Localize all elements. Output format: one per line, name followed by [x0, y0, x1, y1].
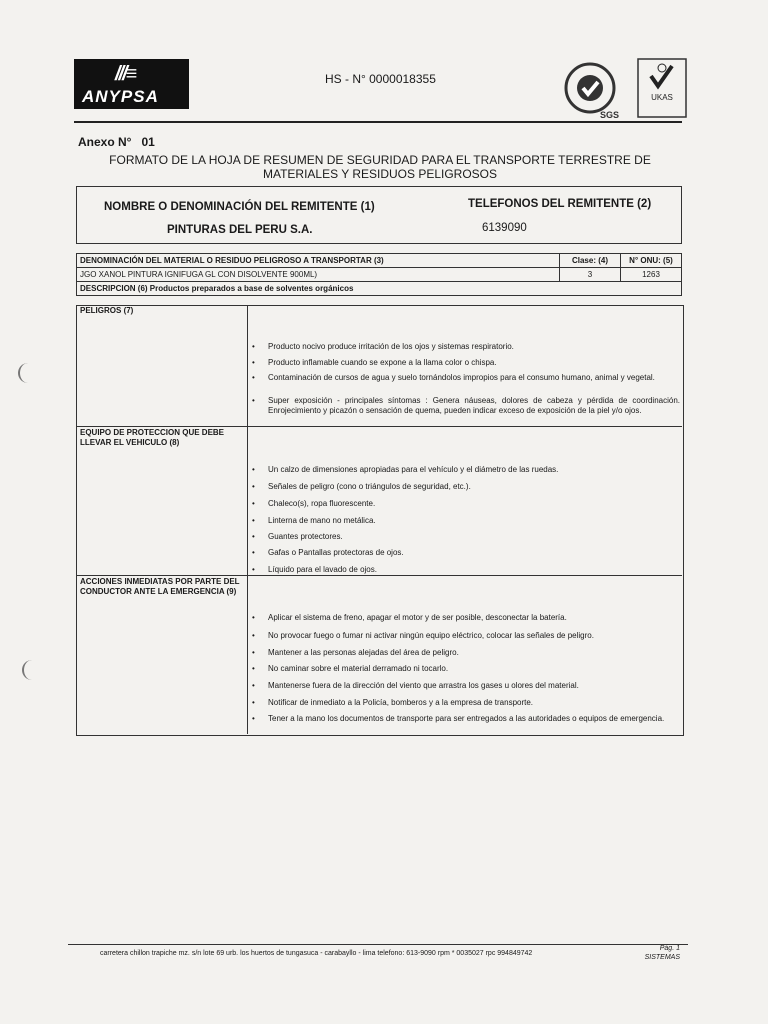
acciones-item-text: Mantenerse fuera de la dirección del viento que arrastra los gases u olores del material.	[268, 681, 579, 690]
sender-phone-label: TELEFONOS DEL REMITENTE (2)	[468, 198, 652, 210]
footer-address: carretera chillon trapiche mz. s/n lote 69 urb. los huertos de tungasuca - carabayllo - lima telefono: 613-9090 rpm * 0035027 rpc 994849742	[100, 950, 533, 957]
acciones-item-text: Notificar de inmediato a la Policía, bomberos y a la empresa de transporte.	[268, 698, 534, 707]
column-divider	[247, 305, 248, 734]
bullet-icon: •	[252, 613, 255, 622]
acciones-item-text: No provocar fuego o fumar ni activar ningún equipo eléctrico, colocar las señales de peligro.	[268, 631, 594, 640]
bullet-icon: •	[252, 664, 255, 673]
bullet-icon: •	[252, 516, 255, 525]
section-divider-1	[76, 426, 682, 427]
bullet-icon: •	[252, 648, 255, 657]
header-rule	[74, 121, 682, 123]
acciones-item-text: Aplicar el sistema de freno, apagar el motor y de ser posible, desconectar la batería.	[268, 613, 567, 622]
peligros-label: PELIGROS (7)	[80, 306, 134, 315]
page-info	[640, 944, 680, 962]
sgs-label: SGS	[600, 110, 620, 120]
ukas-label: UKAS	[651, 93, 673, 102]
bullet-icon: •	[252, 565, 255, 574]
annex-number: Anexo N° 01	[78, 135, 155, 149]
equipo-label: EQUIPO DE PROTECCION QUE DEBE LLEVAR EL VEHICULO (8)	[80, 428, 225, 447]
sender-name-value: PINTURAS DEL PERU S.A.	[167, 224, 313, 236]
document-title	[100, 153, 660, 181]
bullet-icon: •	[252, 532, 255, 541]
equipo-item-text: Señales de peligro (cono o triángulos de seguridad, etc.).	[268, 482, 471, 491]
denomination-value: JGO XANOL PINTURA IGNIFUGA GL CON DISOLVENTE 900ML)	[77, 268, 560, 282]
bullet-icon: •	[252, 465, 255, 474]
title-line-2: MATERIALES Y RESIDUOS PELIGROSOS	[262, 167, 498, 181]
department: SISTEMAS	[644, 954, 680, 961]
sender-phone-value: 6139090	[482, 222, 527, 234]
sender-name-label: NOMBRE O DENOMINACIÓN DEL REMITENTE (1)	[104, 201, 375, 213]
sender-box	[76, 186, 682, 244]
bullet-icon: •	[252, 631, 255, 640]
punch-hole-mark	[18, 363, 30, 383]
equipo-item-text: Líquido para el lavado de ojos.	[268, 565, 377, 574]
peligros-item-text: Producto inflamable cuando se expone a la llama color o chispa.	[268, 358, 497, 367]
description: DESCRIPCION (6) Productos preparados a base de solventes orgánicos	[77, 282, 682, 296]
sgs-certification-seal	[560, 60, 620, 120]
class-value: 3	[560, 268, 621, 282]
peligros-item-text: Producto nocivo produce irritación de los ojos y sistemas respiratorio.	[268, 342, 514, 351]
bullet-icon: •	[252, 548, 255, 557]
bullet-icon: •	[252, 342, 255, 351]
acciones-label: ACCIONES INMEDIATAS POR PARTE DEL CONDUCTOR ANTE LA EMERGENCIA (9)	[80, 577, 240, 596]
bullet-icon: •	[252, 396, 255, 405]
onu-label: N° ONU: (5)	[621, 254, 682, 268]
equipo-item-text: Gafas o Pantallas protectoras de ojos.	[268, 548, 404, 557]
anypsa-logo	[74, 59, 189, 109]
bullet-icon: •	[252, 714, 255, 723]
bullet-icon: •	[252, 681, 255, 690]
bullet-icon: •	[252, 698, 255, 707]
class-label: Clase: (4)	[560, 254, 621, 268]
section-divider-2	[76, 575, 682, 576]
equipo-item-text: Chaleco(s), ropa fluorescente.	[268, 499, 376, 508]
denomination-label: DENOMINACIÓN DEL MATERIAL O RESIDUO PELIGROSO A TRANSPORTAR (3)	[77, 254, 560, 268]
ukas-certification-seal	[637, 58, 687, 118]
title-line-1: FORMATO DE LA HOJA DE RESUMEN DE SEGURIDAD PARA EL TRANSPORTE TERRESTRE DE	[109, 153, 651, 167]
acciones-item-text: Mantener a las personas alejadas del área de peligro.	[268, 648, 459, 657]
punch-hole-mark	[22, 660, 34, 680]
peligros-item-text: Super exposición - principales síntomas : Genera náuseas, dolores de cabeza y pérdida de coordinación. Enrojecimiento y picazón o sensación de quema, pueden indicar exceso de exposición de la piel y/o ojos.	[268, 396, 680, 415]
bullet-icon: •	[252, 373, 255, 382]
acciones-item-text: Tener a la mano los documentos de transporte para ser entregados a las autoridades o equipos de emergencia.	[268, 714, 665, 723]
equipo-item-text: Un calzo de dimensiones apropiadas para el vehículo y el diámetro de las ruedas.	[268, 465, 559, 474]
logo-name: ANYPSA	[82, 87, 159, 106]
onu-value: 1263	[621, 268, 682, 282]
footer-rule	[68, 944, 688, 945]
page-number: Pág. 1	[659, 945, 680, 952]
equipo-item-text: Linterna de mano no metálica.	[268, 516, 376, 525]
material-table	[76, 253, 682, 296]
acciones-item-text: No caminar sobre el material derramado ni tocarlo.	[268, 664, 449, 673]
bullet-icon: •	[252, 358, 255, 367]
equipo-item-text: Guantes protectores.	[268, 532, 343, 541]
bullet-icon: •	[252, 499, 255, 508]
peligros-item-text: Contaminación de cursos de agua y suelo tornándolos impropios para el consumo humano, animal y vegetal.	[268, 373, 655, 382]
logo-mark: ///≡	[115, 63, 136, 85]
bullet-icon: •	[252, 482, 255, 491]
hs-number: HS - N° 0000018355	[325, 72, 436, 86]
